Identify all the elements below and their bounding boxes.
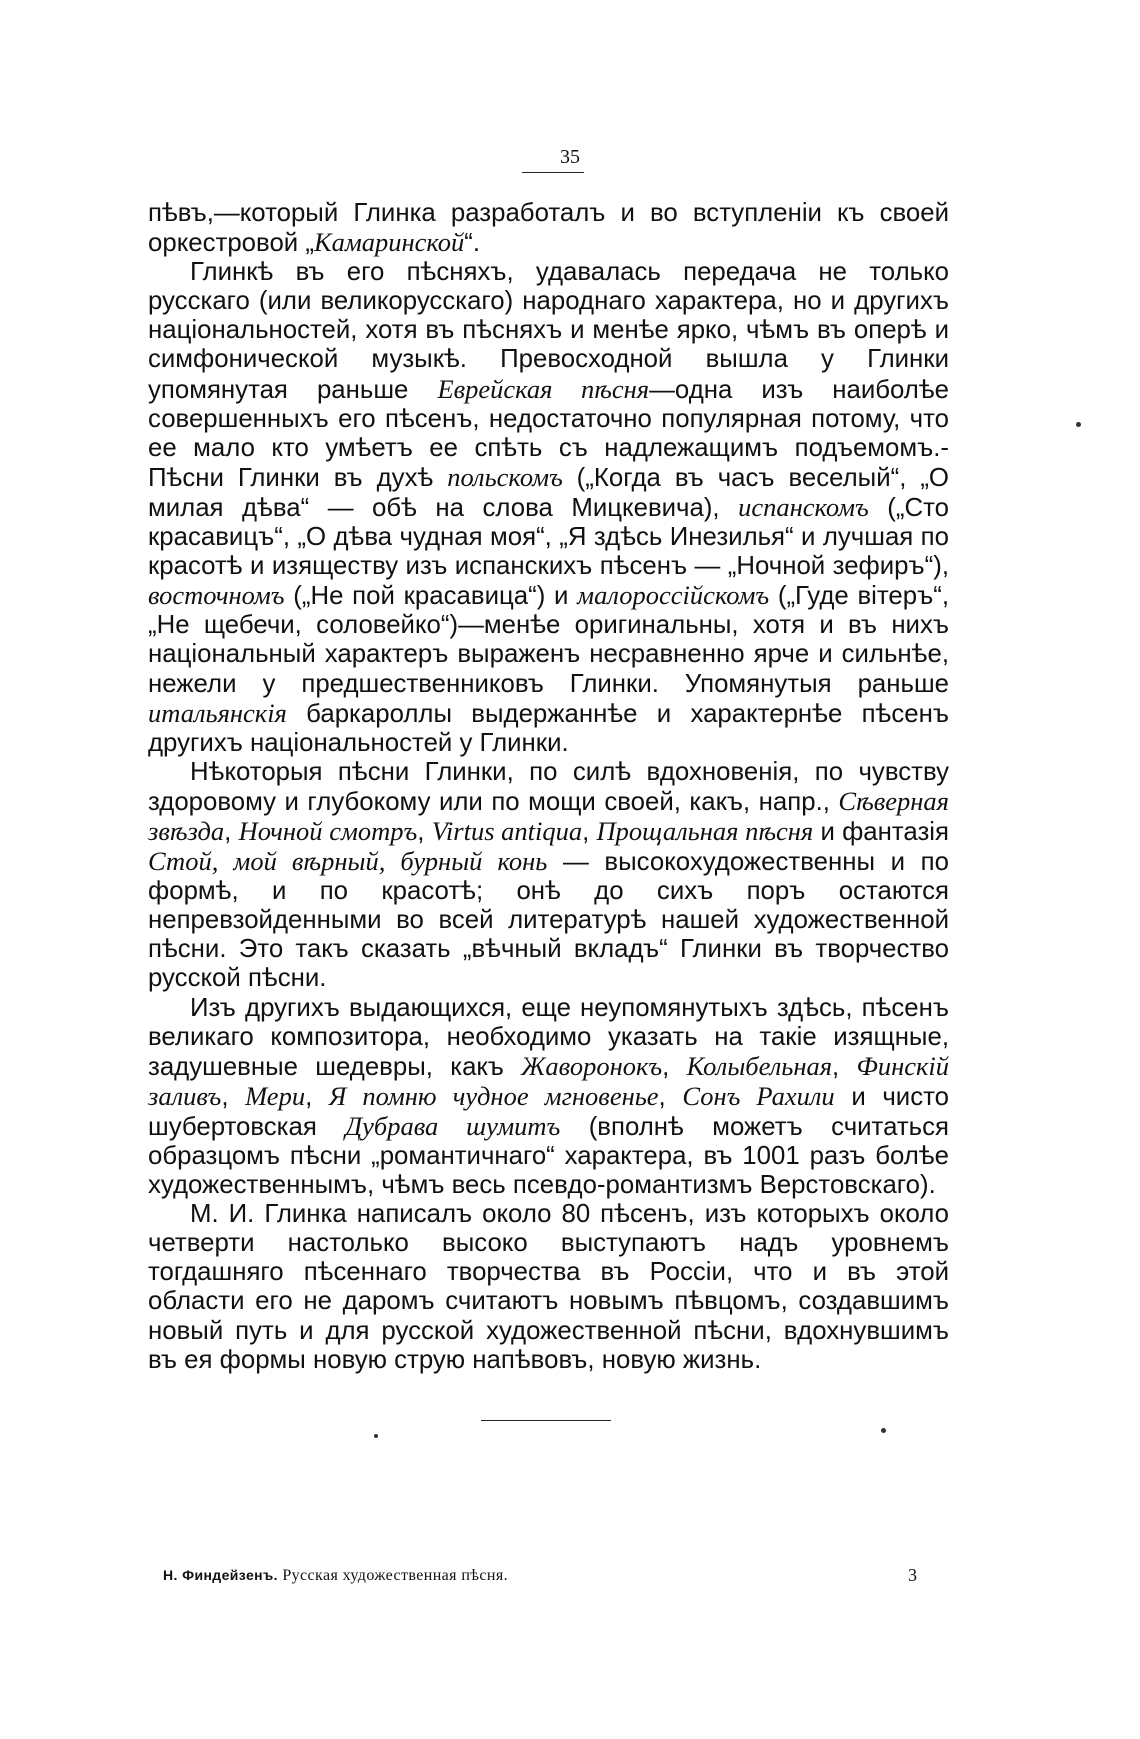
italic-title: Мери	[245, 1080, 306, 1111]
text-run: („Сто красавицъ“, „О дѣва чудная моя“, „Я здѣсь Инезилья“ и лучшая по красотѣ и изяществу изъ испанскихъ пѣсенъ — „Ночной зефиръ“),	[148, 493, 949, 581]
text-run: („Не пой красавица“) и	[284, 582, 578, 611]
text-run: пѣвъ,—который Глинка разработалъ и во вступленіи къ своей оркестровой „	[148, 199, 949, 258]
paragraph-1	[148, 199, 949, 258]
text-run: ,	[221, 1082, 246, 1111]
body-text	[148, 199, 949, 1375]
page-number: 35	[560, 146, 580, 168]
italic-title: Еврейская пѣсня	[437, 373, 650, 404]
text-run: баркароллы выдержаннѣе и характернѣе пѣсенъ другихъ національностей у Глинки.	[148, 699, 949, 757]
italic-title: Сѣверная звѣзда	[148, 785, 949, 846]
text-run: ,	[658, 1082, 683, 1111]
print-speck	[881, 1428, 886, 1433]
footer-author: Н. Финдейзенъ.	[163, 1567, 278, 1583]
paragraph-4	[148, 994, 949, 1201]
italic-title: итальянскія	[148, 697, 287, 728]
italic-title: Колыбельная	[686, 1050, 833, 1081]
italic-title: восточномъ	[148, 580, 285, 611]
text-run: („Когда въ часъ веселый“, „О милая дѣва“ — обѣ на слова Мицкевича),	[148, 463, 949, 522]
italic-title: Дубрава шумитъ	[345, 1110, 561, 1141]
end-rule	[481, 1420, 611, 1421]
footer-title: Русская художественная пѣсня.	[282, 1567, 508, 1584]
footer-signature-mark: 3	[908, 1565, 917, 1585]
paragraph-2	[148, 258, 949, 758]
text-run: — высокохудожественны и по формѣ, и по красотѣ; онѣ до сихъ поръ остаются непревзойденными во всей литературѣ нашей художественной пѣсни. Это такъ сказать „вѣчный вкладъ“ Глинки въ творчество русской пѣсни.	[148, 848, 949, 993]
text-run: ,	[417, 817, 432, 846]
text-run: („Гуде вітеръ“, „Не щебечи, соловейко“)—менѣе оригинальны, хотя и въ нихъ національный характеръ выраженъ несравненно ярче и сильнѣе, нежели у предшественниковъ Глинки. Упомянутыя раньше	[148, 582, 949, 698]
italic-title: Ночной смотръ	[238, 815, 418, 846]
footer-citation	[163, 1567, 508, 1585]
text-run: —одна изъ наиболѣе совершенныхъ его пѣсенъ, недостаточно популярная потому, что ее мало кто умѣетъ ее спѣть съ надлежащимъ подъемомъ.- Пѣсни Глинки въ духѣ	[148, 375, 950, 492]
italic-title: Финскій заливъ	[148, 1050, 949, 1111]
italic-title: Я помню чудное мгновенье	[328, 1080, 659, 1111]
italic-title: Virtus antiqua	[431, 815, 583, 846]
text-run: (вполнѣ можетъ считаться образцомъ пѣсни „романтичнаго“ характера, въ 1001 разъ болѣе художественнымъ, чѣмъ весь псевдо-романтизмъ Верстовскаго).	[148, 1112, 949, 1200]
italic-title: малороссійскомъ	[577, 580, 770, 611]
text-run: ,	[582, 817, 597, 846]
text-run: Изъ другихъ выдающихся, еще неупомянутыхъ здѣсь, пѣсенъ великаго композитора, необходимо указать на такіе изящные, задушевные шедевры, какъ	[148, 993, 949, 1081]
print-speck	[374, 1434, 378, 1438]
text-run: и чисто шубертовская	[148, 1082, 949, 1141]
italic-title: польскомъ	[447, 461, 563, 492]
text-run: и фантазія	[813, 817, 950, 846]
text-run: Нѣкоторыя пѣсни Глинки, по силѣ вдохновенія, по чувству здоровому и глубокому или по мощи своей, какъ, напр.,	[148, 757, 949, 816]
italic-title: Сонъ Рахили	[682, 1080, 835, 1111]
paragraph-5	[148, 1200, 949, 1375]
page-number-rule	[522, 172, 584, 173]
italic-title: испанскомъ	[738, 491, 869, 522]
text-run: ,	[224, 817, 239, 846]
text-run: ,	[305, 1082, 329, 1111]
italic-title: Жаворонокъ	[521, 1050, 663, 1081]
text-run: ,	[832, 1052, 857, 1081]
text-run: ,	[662, 1052, 687, 1081]
text-run: М. И. Глинка написалъ около 80 пѣсенъ, изъ которыхъ около четверти настолько высоко выступаютъ надъ уровнемъ тогдашняго пѣсеннаго творчества въ Россіи, что и въ этой области его не даромъ считаютъ новымъ пѣвцомъ, создавшимъ новый путь и для русской художественной пѣсни, вдохнувшимъ въ ея формы новую струю напѣвовъ, новую жизнь.	[148, 1200, 949, 1374]
italic-title: Стой, мой вѣрный, бурный конь	[148, 846, 548, 877]
text-run: Глинкѣ въ его пѣсняхъ, удавалась передача не только русскаго (или великорусскаго) народнаго характера, но и другихъ національностей, хотя въ пѣсняхъ и менѣе ярко, чѣмъ въ оперѣ и симфонической музыкѣ. Превосходной вышла у Глинки упомянутая раньше	[148, 258, 949, 404]
paragraph-3	[148, 758, 949, 994]
italic-title: Камаринской	[313, 227, 465, 258]
italic-title: Прощальная пѣсня	[596, 815, 814, 846]
text-run: “.	[464, 229, 481, 258]
print-speck	[1076, 422, 1081, 427]
